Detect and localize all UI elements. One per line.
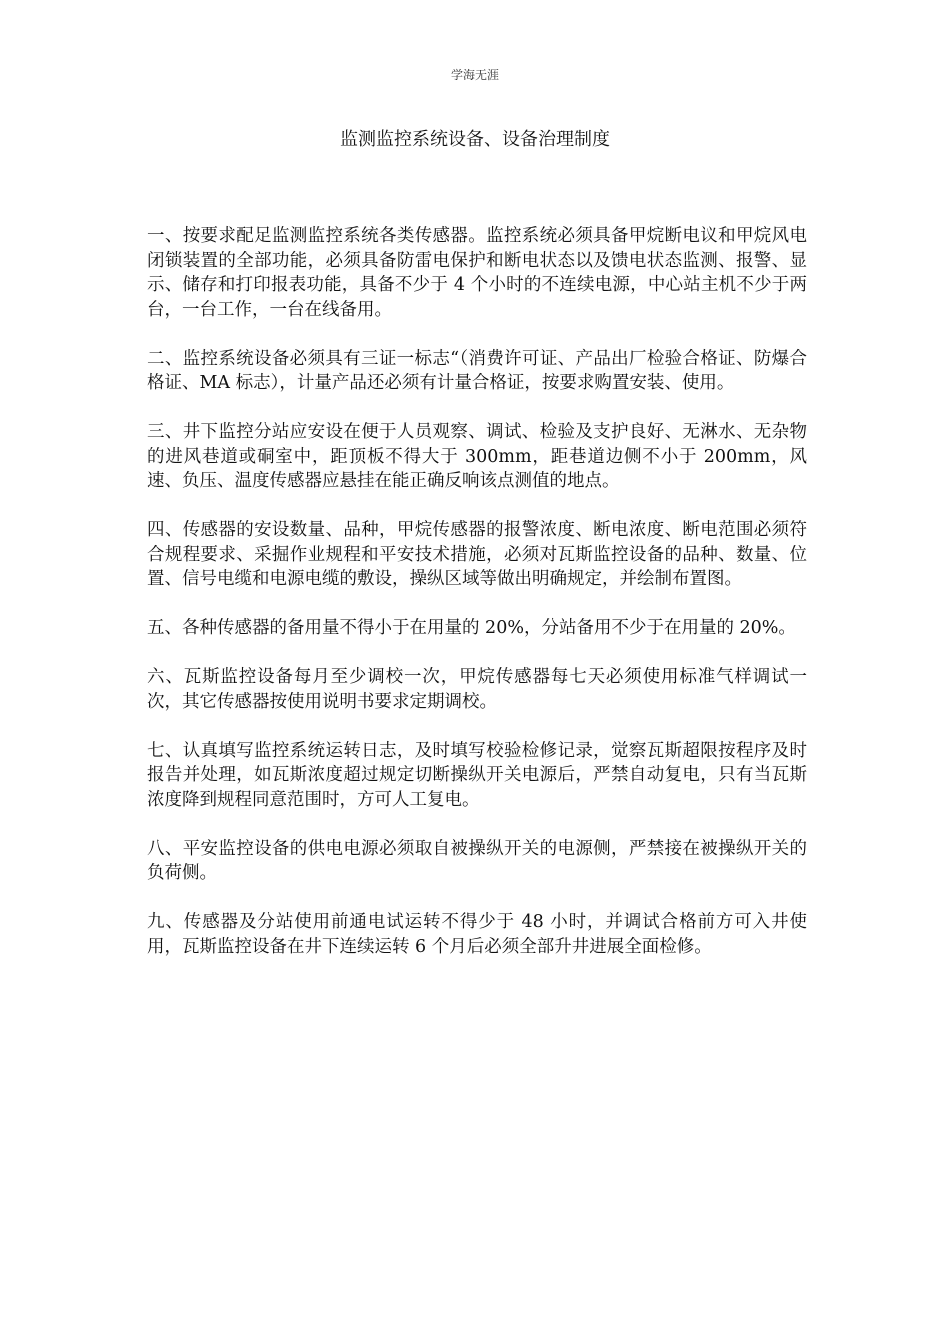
paragraph-2: 二、监控系统设备必须具有三证一标志“（消费许可证、产品出厂检验合格证、防爆合格证、MA 标志），计量产品还必须有计量合格证，按要求购置安装、使用。 xyxy=(147,348,807,393)
paragraph-9: 九、传感器及分站使用前通电试运转不得少于 48 小时，并调试合格前方可入井使用，瓦斯监控设备在井下连续运转 6 个月后必须全部升井进展全面检修。 xyxy=(147,912,807,957)
paragraph-1: 一、按要求配足监测监控系统各类传感器。监控系统必须具备甲烷断电议和甲烷风电闭锁装置的全部功能，必须具备防雷电保护和断电状态以及馈电状态监测、报警、显示、储存和打印报表功能，具备不少于 4 个小时的不连续电源，中心站主机不少于两台，一台工作，一台在线备用。 xyxy=(147,226,807,320)
paragraph-7: 七、认真填写监控系统运转日志，及时填写校验检修记录，觉察瓦斯超限按程序及时报告并处理，如瓦斯浓度超过规定切断操纵开关电源后，严禁自动复电，只有当瓦斯浓度降到规程同意范围时，方可人工复电。 xyxy=(147,740,807,810)
document-title: 监测监控系统设备、设备治理制度 xyxy=(340,129,610,150)
paragraph-4: 四、传感器的安设数量、品种，甲烷传感器的报警浓度、断电浓度、断电范围必须符合规程要求、采掘作业规程和平安技术措施，必须对瓦斯监控设备的品种、数量、位置、信号电缆和电源电缆的敷设，操纵区域等做出明确规定，并绘制布置图。 xyxy=(147,520,807,589)
paragraph-3: 三、井下监控分站应安设在便于人员观察、调试、检验及支护良好、无淋水、无杂物的进风巷道或硐室中，距顶板不得大于 300mm，距巷道边侧不小于 200mm，风速、负压、温度传感器应悬挂在能正确反响该点测值的地点。 xyxy=(147,422,807,491)
paragraph-5: 五、各种传感器的备用量不得小于在用量的 20%，分站备用不少于在用量的 20%。 xyxy=(147,618,796,638)
document-body xyxy=(147,224,807,984)
page-header: 学海无涯 xyxy=(450,68,499,82)
paragraph-6: 六、瓦斯监控设备每月至少调校一次，甲烷传感器每七天必须使用标准气样调试一次，其它传感器按使用说明书要求定期调校。 xyxy=(147,667,807,712)
paragraph-8: 八、平安监控设备的供电电源必须取自被操纵开关的电源侧，严禁接在被操纵开关的负荷侧。 xyxy=(147,838,807,883)
